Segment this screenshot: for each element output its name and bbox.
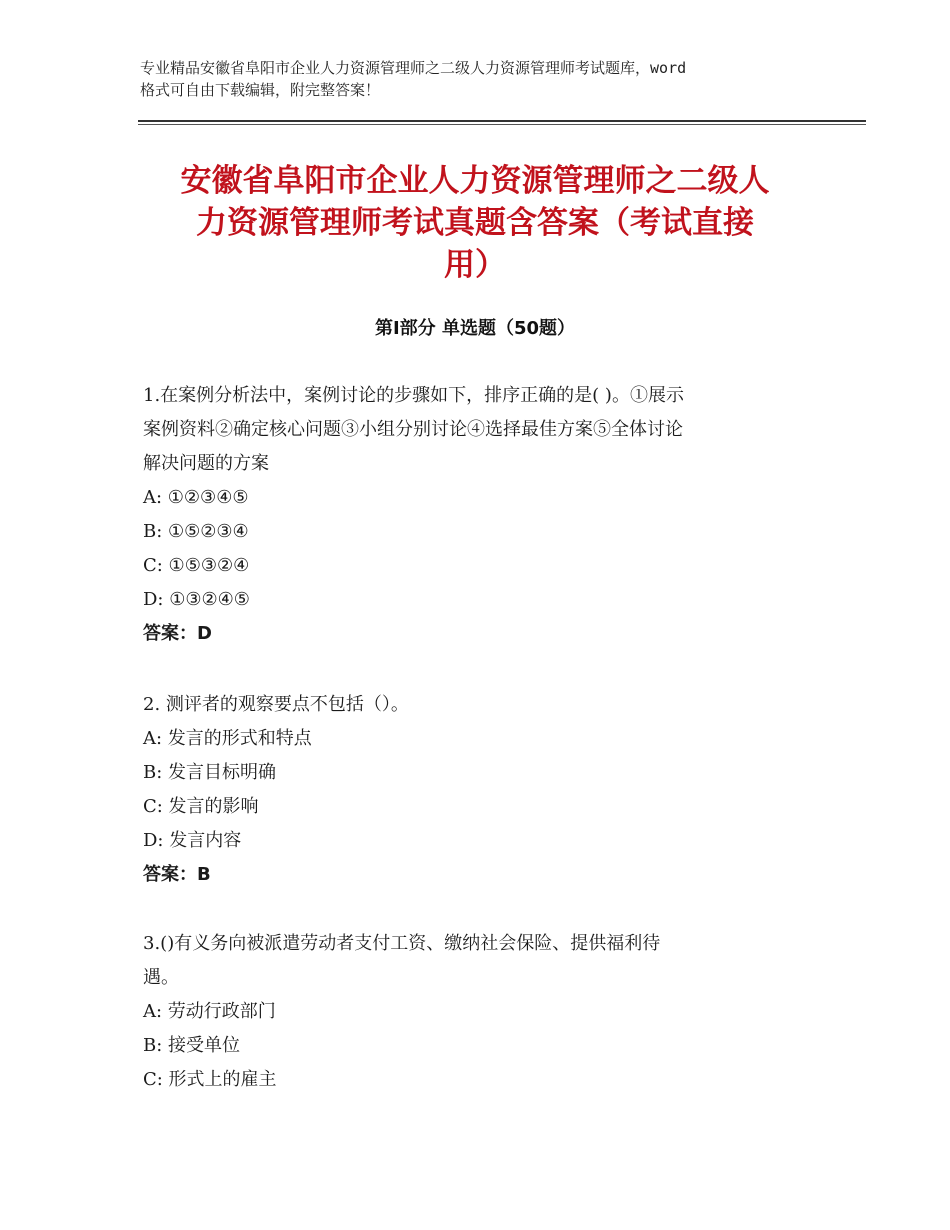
- question-3: [143, 927, 823, 1097]
- option-c: C: 形式上的雇主: [143, 1069, 277, 1090]
- header-divider: [138, 124, 866, 125]
- section-heading: 第Ⅰ部分 单选题（50题）: [374, 318, 575, 339]
- option-a: A: ①②③④⑤: [143, 487, 249, 508]
- answer: 答案：D: [143, 623, 212, 644]
- question-text: 1.在案例分析法中，案例讨论的步骤如下，排序正确的是( )。①展示: [143, 385, 684, 406]
- option-b: B: 接受单位: [143, 1035, 241, 1056]
- option-b: B: ①⑤②③④: [143, 521, 249, 542]
- title-line: 用）: [444, 247, 506, 283]
- document-title: [140, 160, 810, 286]
- title-line: 安徽省阜阳市企业人力资源管理师之二级人: [180, 163, 770, 199]
- question-text: 解决问题的方案: [143, 453, 269, 474]
- option-d: D: ①③②④⑤: [143, 589, 250, 610]
- question-2: [143, 688, 823, 892]
- question-text: 3.()有义务向被派遣劳动者支付工资、缴纳社会保险、提供福利待: [143, 933, 661, 954]
- header-note-line: 专业精品安徽省阜阳市企业人力资源管理师之二级人力资源管理师考试题库，word: [140, 59, 687, 77]
- question-text: 案例资料②确定核心问题③小组分别讨论④选择最佳方案⑤全体讨论: [143, 419, 683, 440]
- question-text: 遇。: [143, 967, 179, 988]
- header-note-line: 格式可自由下载编辑，附完整答案！: [140, 81, 381, 99]
- title-line: 力资源管理师考试真题含答案（考试直接: [196, 205, 754, 241]
- header-divider: [138, 120, 866, 122]
- option-a: A: 发言的形式和特点: [143, 728, 312, 749]
- option-b: B: 发言目标明确: [143, 762, 277, 783]
- option-c: C: ①⑤③②④: [143, 555, 250, 576]
- option-a: A: 劳动行政部门: [143, 1001, 276, 1022]
- question-text: 2. 测评者的观察要点不包括（）。: [143, 694, 409, 715]
- question-1: [143, 379, 823, 651]
- option-d: D: 发言内容: [143, 830, 242, 851]
- option-c: C: 发言的影响: [143, 796, 259, 817]
- header-note: [140, 57, 830, 101]
- answer: 答案：B: [143, 864, 211, 885]
